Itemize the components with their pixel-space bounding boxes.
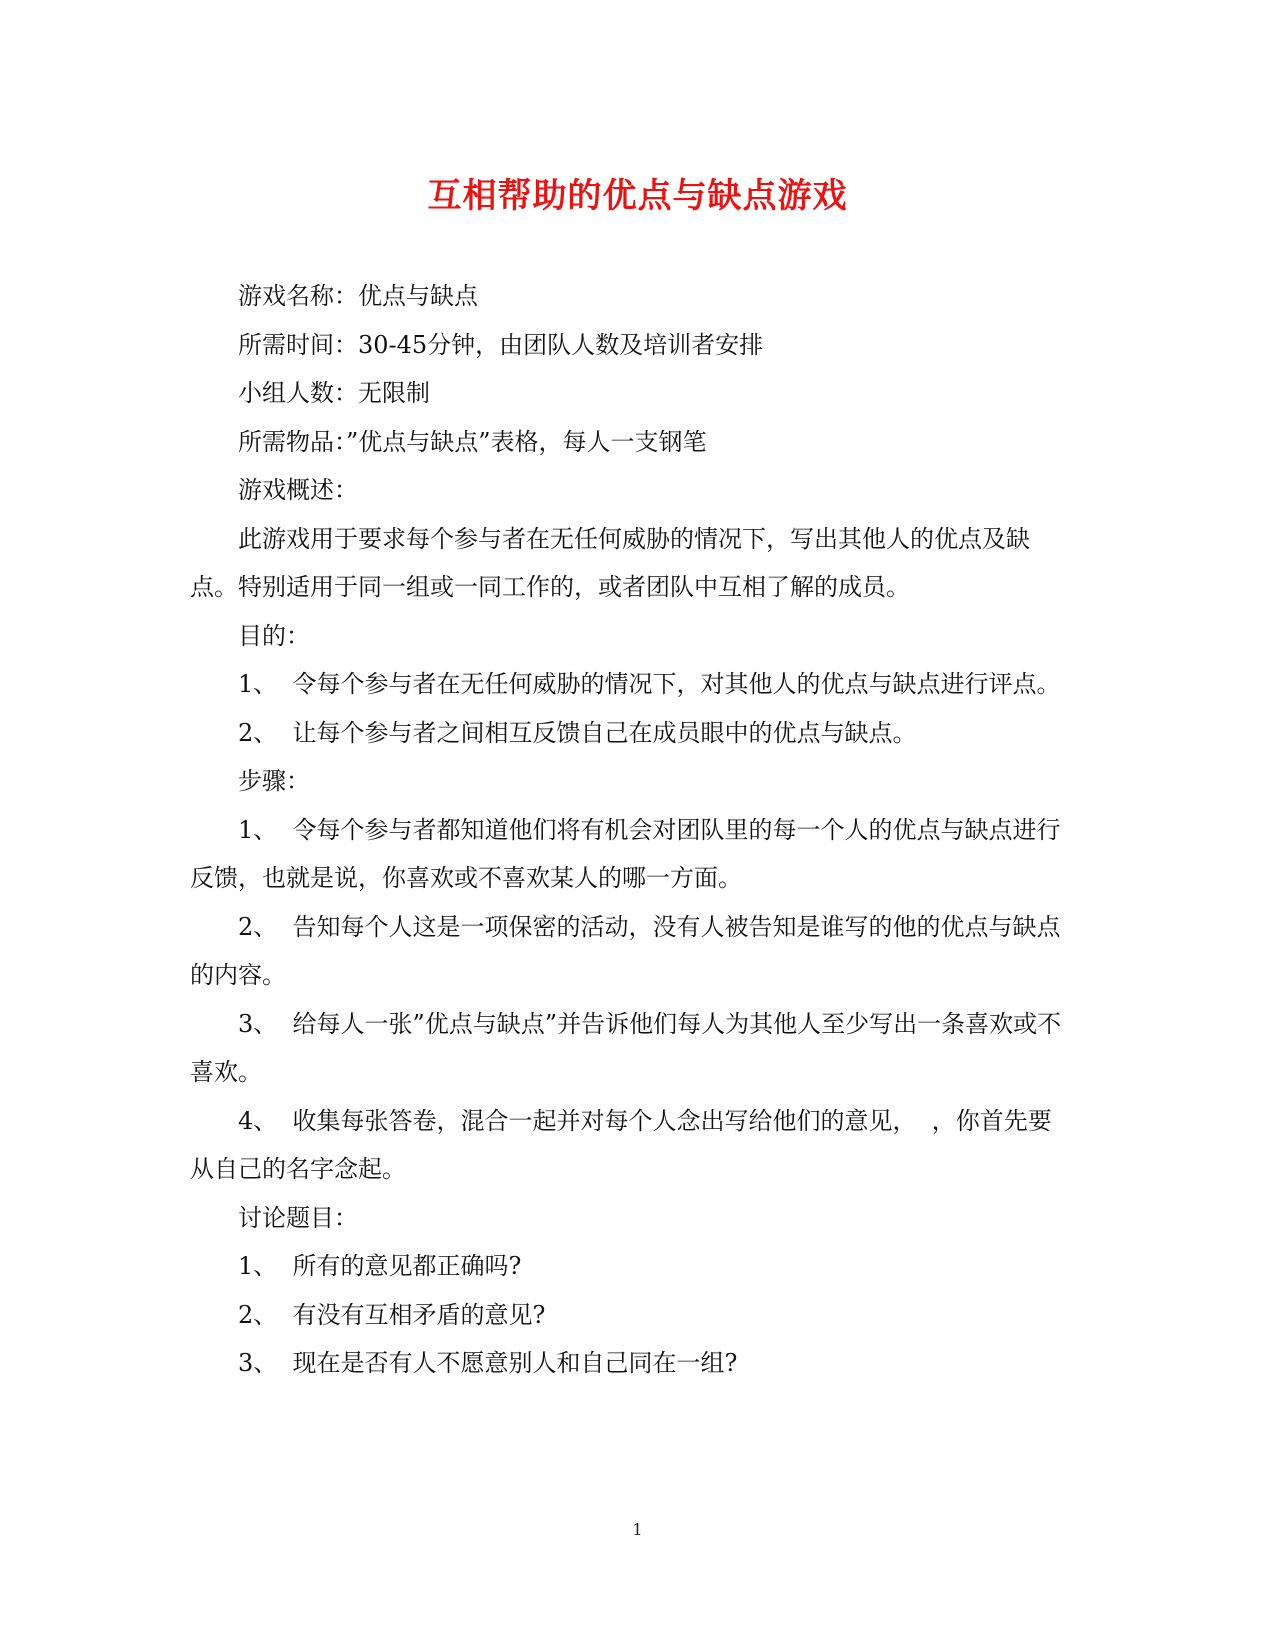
paragraph-discussion-heading: 讨论题目：: [238, 1203, 358, 1232]
paragraph-purpose-2: 2、 让每个参与者之间相互反馈自己在成员眼中的优点与缺点。: [238, 718, 917, 747]
paragraph-overview: 此游戏用于要求每个参与者在无任何威胁的情况下，写出其他人的优点及缺点。特别适用于同一组或一同工作的，或者团队中互相了解的成员。: [190, 524, 1030, 601]
paragraph-group-size: 小组人数：无限制: [238, 379, 430, 407]
paragraph-steps-heading: 步骤：: [238, 767, 310, 795]
paragraph-time: 所需时间：30-45分钟，由团队人数及培训者安排: [238, 330, 764, 359]
paragraph-game-name: 游戏名称：优点与缺点: [238, 282, 478, 310]
paragraph-materials: 所需物品：”优点与缺点”表格，每人一支钢笔: [238, 427, 707, 456]
paragraph-step-1: 1、 令每个参与者都知道他们将有机会对团队里的每一个人的优点与缺点进行反馈，也就是说，你喜欢或不喜欢某人的哪一方面。: [190, 815, 1061, 892]
paragraph-discussion-3: 3、 现在是否有人不愿意别人和自己同在一组?: [238, 1349, 738, 1377]
paragraph-discussion-1: 1、 所有的意见都正确吗?: [238, 1252, 522, 1280]
paragraph-purpose-heading: 目的：: [238, 621, 310, 650]
paragraph-step-3: 3、 给每人一张”优点与缺点”并告诉他们每人为其他人至少写出一条喜欢或不喜欢。: [190, 1009, 1062, 1086]
paragraph-overview-heading: 游戏概述：: [238, 476, 358, 504]
document-body: [190, 272, 1070, 1388]
document-title: 互相帮助的优点与缺点游戏: [427, 176, 848, 216]
paragraph-step-4: 4、 收集每张答卷，混合一起并对每个人念出写给他们的意见， ，你首先要从自己的名字念起。: [190, 1106, 1052, 1183]
page-number: 1: [632, 1520, 643, 1539]
paragraph-purpose-1: 1、 令每个参与者在无任何威胁的情况下，对其他人的优点与缺点进行评点。: [238, 670, 1061, 698]
paragraph-discussion-2: 2、 有没有互相矛盾的意见?: [238, 1300, 546, 1329]
paragraph-step-2: 2、 告知每个人这是一项保密的活动，没有人被告知是谁写的他的优点与缺点的内容。: [190, 912, 1061, 989]
